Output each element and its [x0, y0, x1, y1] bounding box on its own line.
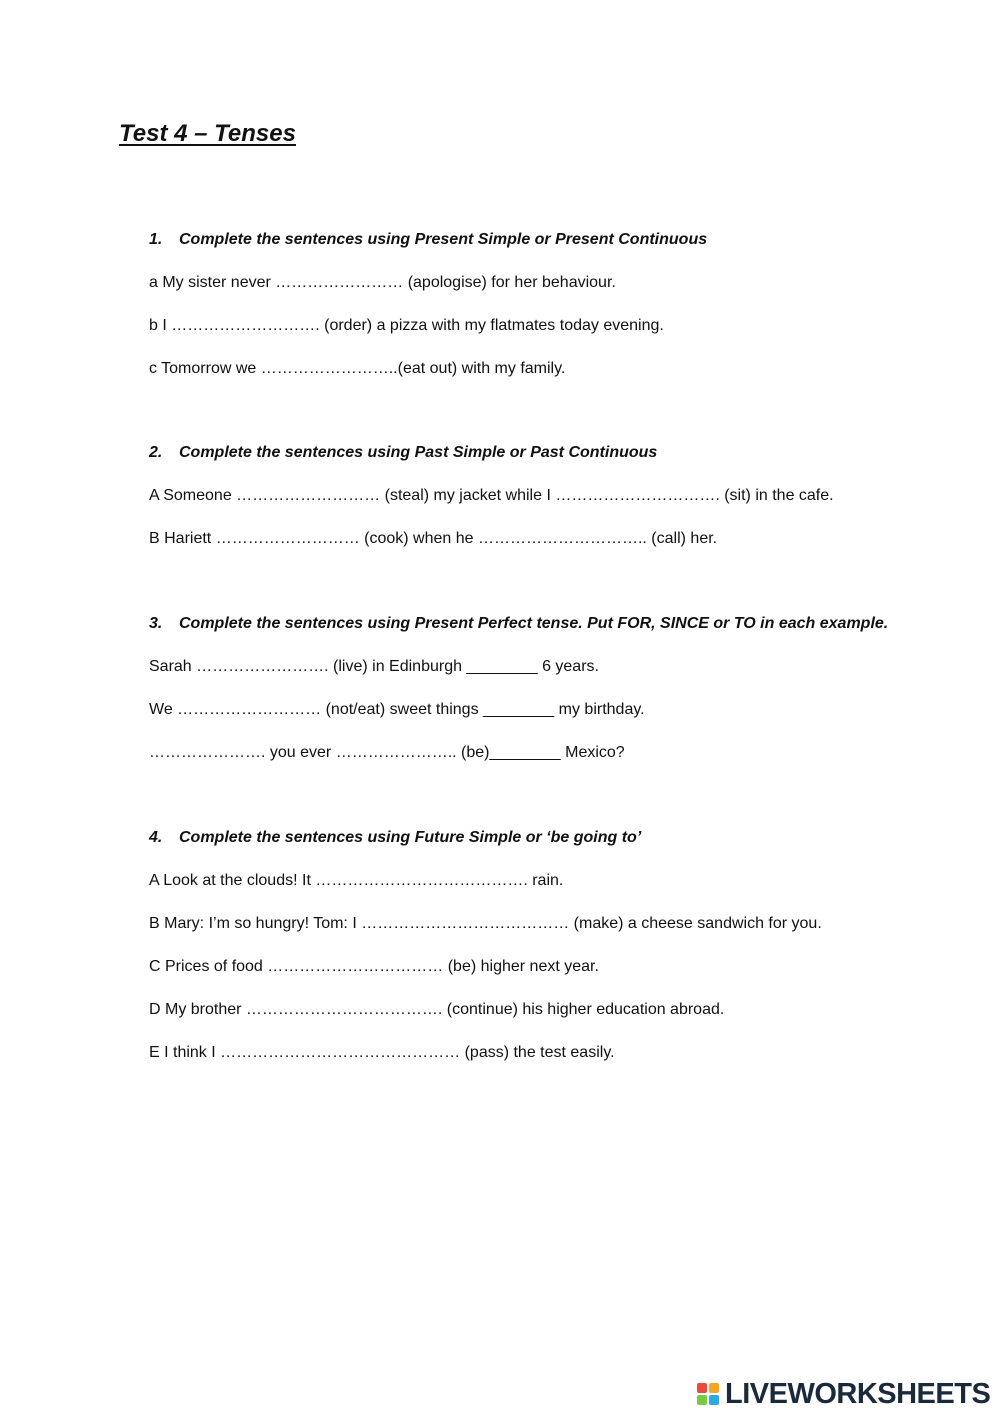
exercise-line: C Prices of food …………………………… (be) higher next year. — [149, 958, 599, 975]
exercise-line: A Someone ……………………… (steal) my jacket while I …………………………. (sit) in the cafe. — [149, 487, 834, 504]
logo-mark-icon — [697, 1380, 723, 1408]
exercise-line: E I think I ……………………………………… (pass) the test easily. — [149, 1044, 615, 1061]
exercise-line: c Tomorrow we ……………………..(eat out) with my family. — [149, 360, 566, 377]
section-heading — [149, 441, 949, 465]
liveworksheets-logo[interactable] — [697, 1376, 990, 1412]
logo-square — [697, 1395, 707, 1405]
section-number: 2. — [149, 444, 163, 461]
exercise-line: D My brother ………………………………. (continue) his higher education abroad. — [149, 1001, 725, 1018]
section-number: 1. — [149, 231, 163, 248]
section-instruction: Complete the sentences using Present Simple or Present Continuous — [179, 231, 708, 248]
section-heading — [149, 612, 949, 636]
section-1 — [149, 228, 949, 381]
section-number: 3. — [149, 615, 163, 632]
section-instruction: Complete the sentences using Future Simple or ‘be going to’ — [179, 829, 642, 846]
section-instruction: Complete the sentences using Past Simple or Past Continuous — [179, 444, 658, 461]
page-title: Test 4 – Tenses — [119, 120, 296, 147]
exercise-line: We ……………………… (not/eat) sweet things ________ my birthday. — [149, 701, 645, 718]
exercise-line: b I ………………………. (order) a pizza with my flatmates today evening. — [149, 317, 664, 334]
section-3 — [149, 612, 949, 765]
section-2 — [149, 441, 949, 551]
exercise-line: B Mary: I’m so hungry! Tom: I ………………………………… (make) a cheese sandwich for you. — [149, 915, 822, 932]
exercise-line: …………………. you ever ………………….. (be)________ Mexico? — [149, 744, 625, 761]
section-heading — [149, 228, 949, 252]
logo-text: LIVEWORKSHEETS — [725, 1378, 991, 1410]
logo-square — [697, 1383, 707, 1393]
section-instruction: Complete the sentences using Present Perfect tense. Put FOR, SINCE or TO in each example. — [179, 615, 889, 632]
exercise-line: a My sister never …………………… (apologise) for her behaviour. — [149, 274, 616, 291]
logo-square — [709, 1383, 719, 1393]
logo-square — [709, 1395, 719, 1405]
section-heading — [149, 826, 949, 850]
exercise-line: Sarah ……………………. (live) in Edinburgh ________ 6 years. — [149, 658, 599, 675]
section-number: 4. — [149, 829, 163, 846]
exercise-line: A Look at the clouds! It …………………………………. rain. — [149, 872, 564, 889]
exercise-line: B Hariett ……………………… (cook) when he ………………………….. (call) her. — [149, 530, 718, 547]
section-4 — [149, 826, 949, 1065]
